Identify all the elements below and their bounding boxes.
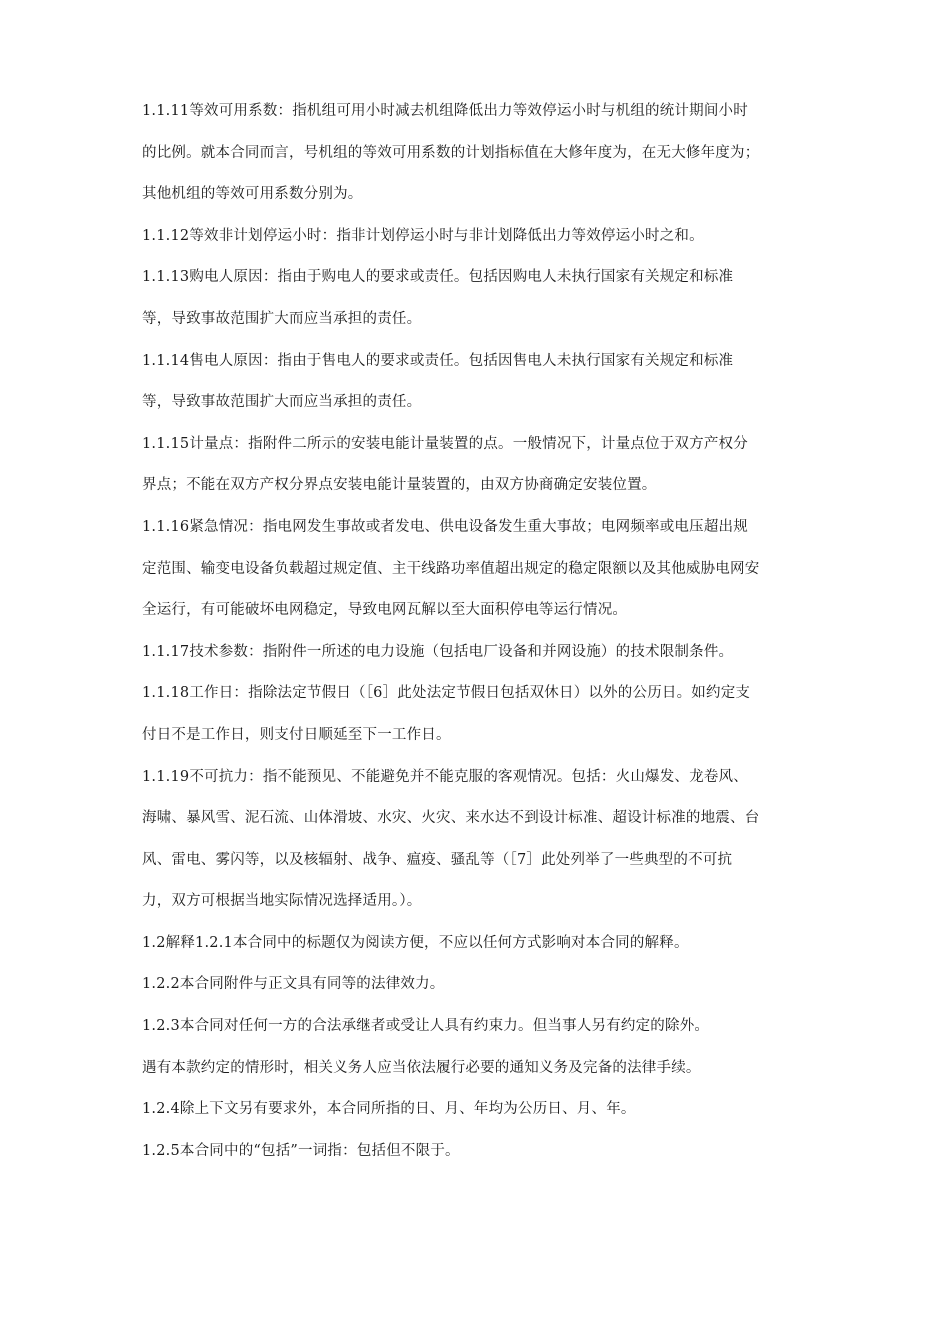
- text-line: 1.1.11等效可用系数：指机组可用小时减去机组降低出力等效停运小时与机组的统计期间小时: [142, 103, 748, 119]
- text-line: 1.2解释1.2.1本合同中的标题仅为阅读方便，不应以任何方式影响对本合同的解释。: [142, 934, 689, 951]
- text-line: 其他机组的等效可用系数分别为。: [142, 186, 363, 203]
- text-line: 全运行，有可能破坏电网稳定，导致电网瓦解以至大面积停电等运行情况。: [142, 602, 628, 619]
- text-line: 风、雷电、雾闪等，以及核辐射、战争、瘟疫、骚乱等（［7］此处列举了一些典型的不可抗: [142, 851, 733, 868]
- text-line: 等，导致事故范围扩大而应当承担的责任。: [142, 310, 422, 327]
- text-line: 1.1.19不可抗力：指不能预见、不能避免并不能克服的客观情况。包括：火山爆发、龙卷风、: [142, 768, 748, 785]
- text-line: 1.2.2本合同附件与正文具有同等的法律效力。: [142, 976, 445, 993]
- text-line: 等，导致事故范围扩大而应当承担的责任。: [142, 394, 422, 411]
- text-line: 1.2.4除上下文另有要求外，本合同所指的日、月、年均为公历日、月、年。: [142, 1101, 636, 1118]
- text-line: 1.1.16紧急情况：指电网发生事故或者发电、供电设备发生重大事故；电网频率或电压超出规: [142, 518, 748, 535]
- text-line: 海啸、暴风雪、泥石流、山体滑坡、水灾、火灾、来水达不到设计标准、超设计标准的地震、台: [142, 810, 760, 827]
- text-line: 力，双方可根据当地实际情况选择适用。）。: [142, 893, 422, 910]
- text-line: 界点；不能在双方产权分界点安装电能计量装置的，由双方协商确定安装位置。: [142, 477, 657, 494]
- text-line: 1.1.13购电人原因：指由于购电人的要求或责任。包括因购电人未执行国家有关规定和标准: [142, 269, 734, 286]
- text-line: 1.2.3本合同对任何一方的合法承继者或受让人具有约束力。但当事人另有约定的除外。: [142, 1018, 710, 1035]
- text-line: 1.1.15计量点：指附件二所示的安装电能计量装置的点。一般情况下，计量点位于双方产权分: [142, 435, 748, 452]
- text-line: 1.2.5本合同中的“包括”一词指：包括但不限于。: [142, 1142, 460, 1159]
- text-line: 付日不是工作日，则支付日顺延至下一工作日。: [142, 726, 451, 743]
- text-line: 1.1.18工作日：指除法定节假日（［6］此处法定节假日包括双休日）以外的公历日。如约定支: [142, 685, 751, 702]
- document-body: [142, 101, 822, 1182]
- text-line: 遇有本款约定的情形时，相关义务人应当依法履行必要的通知义务及完备的法律手续。: [142, 1059, 701, 1076]
- text-line: 1.1.12等效非计划停运小时：指非计划停运小时与非计划降低出力等效停运小时之和。: [142, 227, 704, 244]
- text-line: 的比例。就本合同而言，号机组的等效可用系数的计划指标值在大修年度为，在无大修年度为；: [142, 144, 760, 161]
- text-line: 1.1.17技术参数：指附件一所述的电力设施（包括电厂设备和并网设施）的技术限制条件。: [142, 643, 734, 660]
- text-line: 定范围、输变电设备负载超过规定值、主干线路功率值超出规定的稳定限额以及其他威胁电网安: [142, 560, 760, 577]
- text-line: 1.1.14售电人原因：指由于售电人的要求或责任。包括因售电人未执行国家有关规定和标准: [142, 352, 734, 369]
